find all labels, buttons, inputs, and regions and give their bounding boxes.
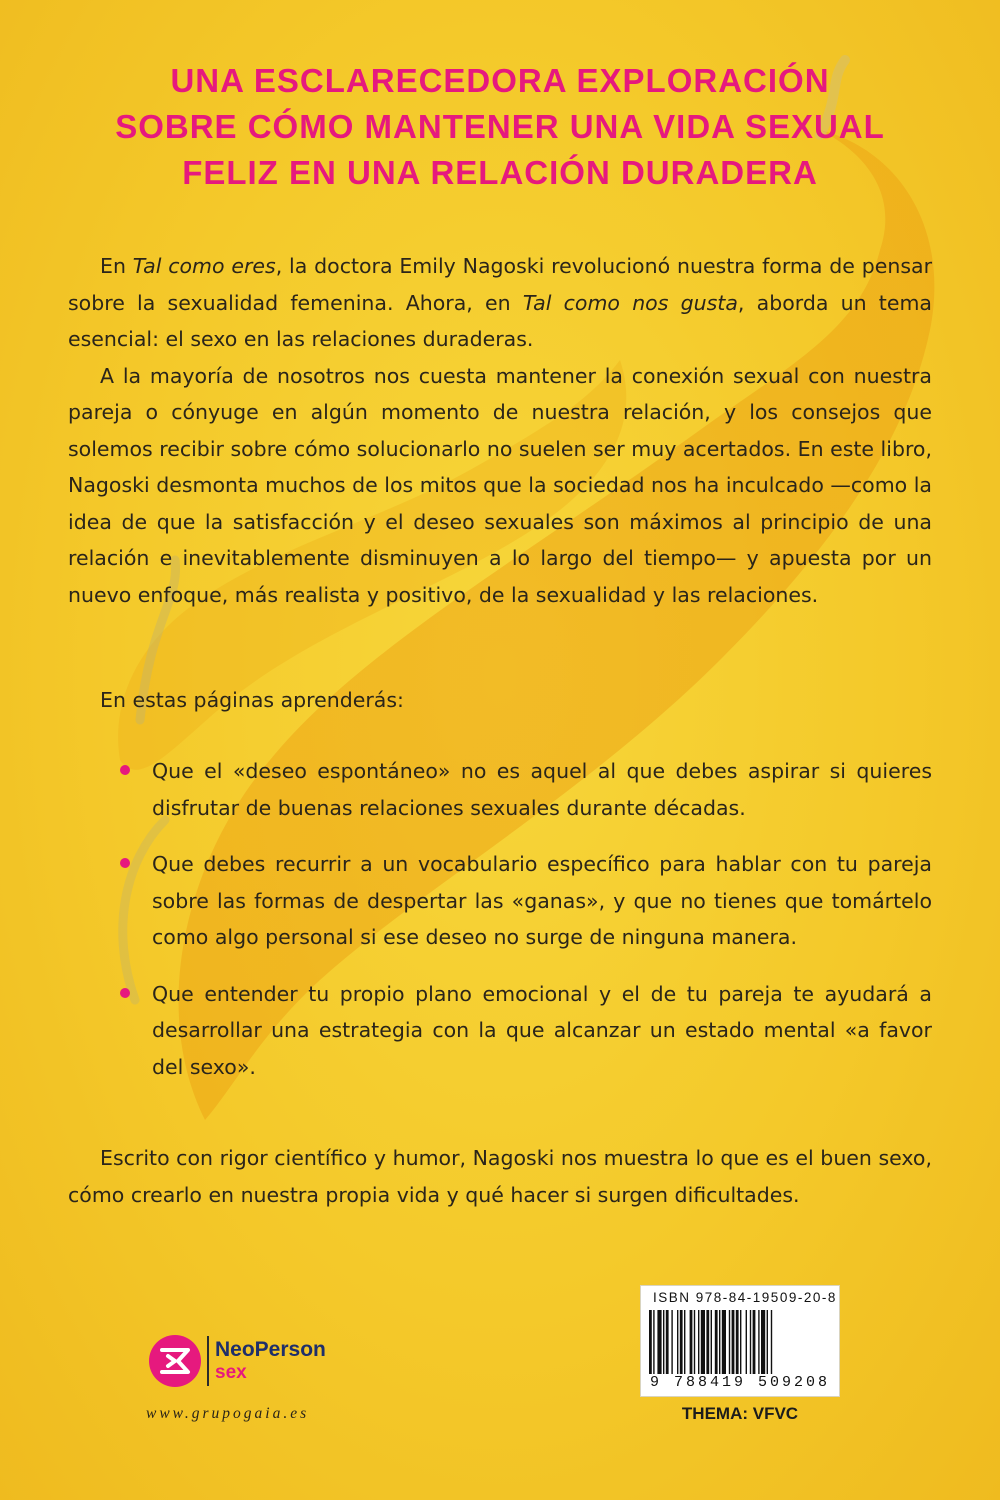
- barcode-icon: [647, 1310, 833, 1374]
- headline-line-2: SOBRE CÓMO MANTENER UNA VIDA SEXUAL: [115, 108, 885, 145]
- closing-paragraph: Escrito con rigor científico y humor, Nagoski nos muestra lo que es el buen sexo, cómo crearlo en nuestra propia vida y qué hacer si surgen dificultades.: [68, 1146, 932, 1207]
- intro-paragraph-2: A la mayoría de nosotros nos cuesta mantener la conexión sexual con nuestra pareja o cónyuge en algún momento de nuestra relación, y los consejos que solemos recibir sobre cómo solucionarlo no suelen ser muy acertados. En este libro, Nagoski desmonta muchos de los mitos que la sociedad nos ha inculcado —como la idea de que la satisfacción y el deseo sexuales son máximos al principio de una relación e inevitablemente disminuyen a lo largo del tiempo— y apuesta por un nuevo enfoque, más realista y positivo, de la sexualidad y las relaciones.: [68, 363, 932, 607]
- isbn-barcode-box: [640, 1285, 840, 1397]
- publisher-imprint: sex: [215, 1362, 247, 1383]
- intro-p1-text-3: , aborda un tema esencial: el sexo en las relaciones duraderas.: [68, 290, 932, 351]
- learn-section: [68, 682, 932, 719]
- bullet-text: Que entender tu propio plano emocional y el de tu pareja te ayudará a desarrollar una estrategia con la que alcanzar un estado mental «a favor del sexo».: [152, 981, 932, 1079]
- list-item: [120, 976, 932, 1086]
- neoperson-logo-icon: [148, 1334, 202, 1388]
- intro-text: [68, 248, 932, 613]
- bullet-list: [120, 753, 932, 1105]
- bullet-dot-icon: [120, 765, 130, 775]
- bullet-dot-icon: [120, 858, 130, 868]
- logo-divider: [207, 1336, 209, 1386]
- closing-text: [68, 1140, 932, 1213]
- isbn-label: ISBN 978-84-19509-20-8: [653, 1290, 837, 1305]
- headline-line-1: UNA ESCLARECEDORA EXPLORACIÓN: [170, 62, 830, 99]
- barcode-number: 9 788419 509208: [649, 1374, 831, 1391]
- bullet-text: Que el «deseo espontáneo» no es aquel al que debes aspirar si quieres disfrutar de buenas relaciones sexuales durante décadas.: [152, 759, 932, 820]
- bullet-text: Que debes recurrir a un vocabulario específico para hablar con tu pareja sobre las formas de despertar las «ganas», y que no tienes que tomártelo como algo personal si ese deseo no surge de ninguna manera.: [152, 852, 932, 949]
- headline: [40, 58, 960, 196]
- list-item: [120, 753, 932, 826]
- intro-p1-text-1: En: [100, 254, 133, 278]
- publisher-website: www.grupogaia.es: [146, 1405, 310, 1422]
- book-title-tal-como-nos-gusta: Tal como nos gusta: [522, 290, 738, 315]
- intro-paragraph-1: [68, 248, 932, 358]
- headline-line-3: FELIZ EN UNA RELACIÓN DURADERA: [182, 154, 818, 191]
- thema-code: THEMA: VFVC: [681, 1404, 799, 1423]
- list-item: [120, 846, 932, 956]
- learn-heading: En estas páginas aprenderás:: [100, 688, 404, 712]
- book-title-tal-como-eres: Tal como eres: [132, 254, 276, 278]
- bullet-dot-icon: [120, 988, 130, 998]
- publisher-name: NeoPerson: [215, 1338, 326, 1361]
- intro-p1-text-2: , la doctora Emily Nagoski revolucionó nuestra forma de pensar sobre la sexualidad femenina. Ahora, en: [68, 254, 932, 315]
